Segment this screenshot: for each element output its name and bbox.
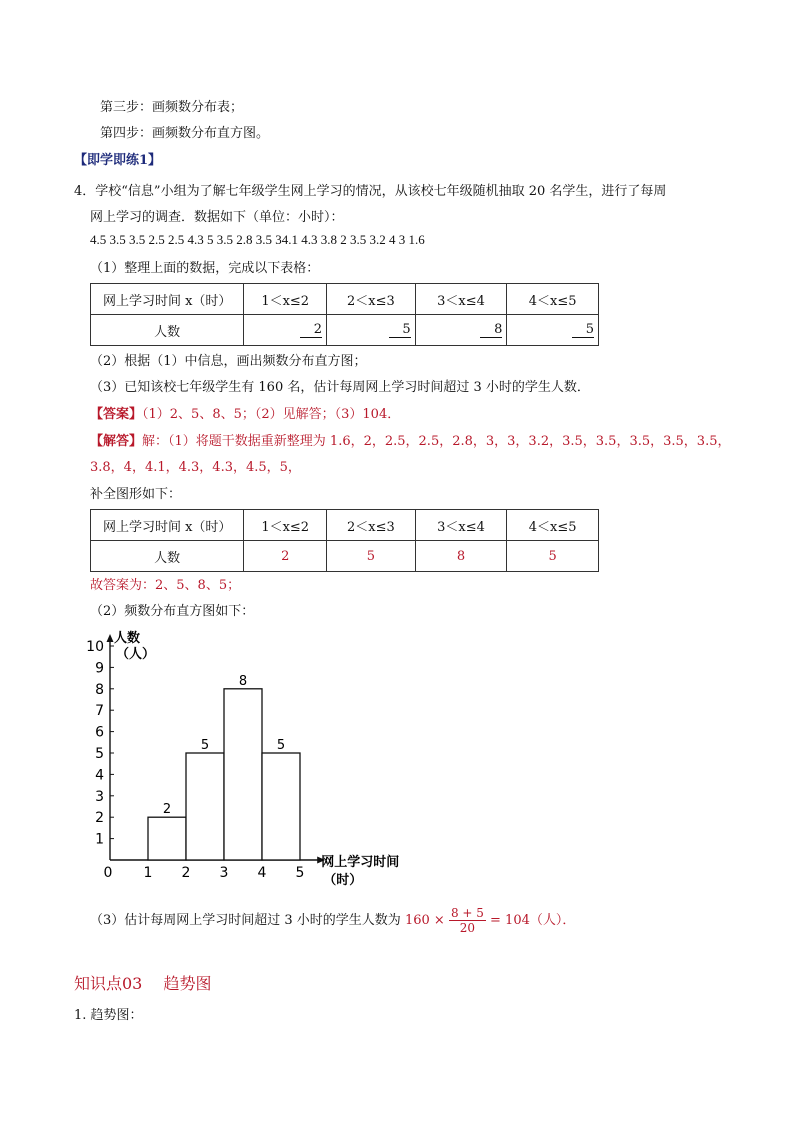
solution-table [90,509,599,572]
count-blank-4: 5 [572,322,594,338]
answer-tag: 【答案】 [90,407,143,422]
question-table [90,283,599,346]
answer-text: （1）2、5、8、5；（2）见解答；（3）104． [142,407,401,422]
table2-count-cell-4: 5 [507,541,599,572]
table2-count-cell-2: 5 [327,541,416,572]
solution-part3-post: = 104（人）． [490,913,576,928]
solution-part3-pre: （3）估计每周网上学习时间超过 3 小时的学生人数为 [90,913,405,928]
x-tick-label: 5 [295,865,305,881]
range-cell-1: 1＜x≤2 [244,284,327,315]
range-cell-3: 3＜x≤4 [415,284,507,315]
histogram-bar [148,817,186,860]
table2-range-cell-1: 1＜x≤2 [244,510,327,541]
x-axis-unit: （时） [323,873,363,888]
table2-count-cell-3: 8 [415,541,507,572]
step4-text: 第四步：画频数分布直方图。 [100,126,270,141]
solution-part3-num: 160 × [404,913,445,928]
bar-data-label: 5 [276,738,286,753]
table2-header-cell: 网上学习时间 x（时） [91,510,244,541]
y-tick-label: 2 [95,810,104,827]
y-tick-label: 5 [95,746,104,762]
table2-range-cell-2: 2＜x≤3 [327,510,416,541]
question-part2: （2）根据（1）中信息，画出频数分布直方图； [90,354,367,369]
y-tick-label: 9 [95,660,104,677]
solution-part3 [90,906,575,935]
range-cell-2: 2＜x≤3 [327,284,416,315]
y-tick-label: 10 [86,639,104,655]
count-cell-2 [327,315,416,346]
solution-result: 故答案为：2、5、8、5； [90,578,241,593]
question-data-line: 4.5 3.5 3.5 2.5 2.5 4.3 5 3.5 2.8 3.5 34.1 4.3 3.8 2 3.5 3.2 4 3 1.6 [90,232,425,247]
y-tick-label: 6 [95,724,104,741]
table2-range-cell-3: 3＜x≤4 [415,510,507,541]
x-tick-label: 1 [143,865,153,881]
count-cell-3 [415,315,507,346]
table2-row-label-cell: 人数 [91,541,244,572]
practice-heading: 【即学即练1】 [74,153,162,168]
answer-line [90,403,400,422]
row-label-cell: 人数 [91,315,244,346]
table-header-cell: 网上学习时间 x（时） [91,284,244,315]
x-axis-title: 网上学习时间 [321,855,400,870]
bar-data-label: 8 [238,673,248,689]
histogram-bar [186,753,224,860]
solution-line1 [90,430,730,449]
question-line1: 4．学校“信息”小组为了解七年级学生网上学习的情况，从该校七年级随机抽取 20 名学生，进行了每周 [74,184,667,199]
y-tick-label: 7 [95,703,104,720]
section-heading: 知识点03 趋势图 [74,974,212,993]
histogram-bar [224,689,262,860]
y-axis-unit: （人） [116,647,156,662]
table2-count-cell-1: 2 [244,541,327,572]
histogram-bars [148,689,300,860]
y-axis-title: 人数 [114,631,141,646]
count-cell-4 [507,315,599,346]
x-tick-label: 4 [257,865,267,881]
question-line2: 网上学习的调查．数据如下（单位：小时）： [90,210,344,225]
range-cell-4: 4＜x≤5 [507,284,599,315]
histogram-bar [262,753,300,860]
x-tick-label: 0 [103,865,113,881]
bar-data-label: 5 [200,738,210,753]
solution-tag: 【解答】 [90,434,143,449]
solution-part2: （2）频数分布直方图如下： [90,604,255,619]
bar-data-label: 2 [162,802,172,818]
frequency-histogram [80,620,420,895]
fraction-denominator: 20 [459,921,476,935]
x-tick-label: 3 [219,865,229,881]
fraction-numerator: 8 + 5 [450,906,484,920]
y-tick-label: 8 [95,681,104,698]
count-blank-1: 2 [300,322,322,338]
fill-text: 补全图形如下： [90,487,182,502]
count-blank-2: 5 [389,322,411,338]
solution-line2: 3.8，4，4.1，4.3，4.3，4.5，5， [90,460,301,475]
solution-line1-text: 解：（1）将题干数据重新整理为 1.6，2，2.5，2.5，2.8，3，3，3.2，3.5，3.5，3.5，3.5，3.5， [142,434,731,449]
section-item1: 1. 趋势图： [74,1008,143,1023]
y-tick-label: 4 [95,767,104,784]
y-tick-label: 3 [95,788,104,805]
question-part1: （1）整理上面的数据，完成以下表格： [90,261,320,276]
x-tick-label: 2 [181,865,191,881]
solution-fraction [449,906,486,935]
count-blank-3: 8 [480,322,502,338]
step3-text: 第三步：画频数分布表； [100,100,244,115]
count-cell-1 [244,315,327,346]
question-part3: （3）已知该校七年级学生有 160 名，估计每周网上学习时间超过 3 小时的学生人数． [90,380,590,395]
table2-range-cell-4: 4＜x≤5 [507,510,599,541]
y-axis-arrow [107,634,114,642]
y-tick-label: 1 [95,831,104,848]
